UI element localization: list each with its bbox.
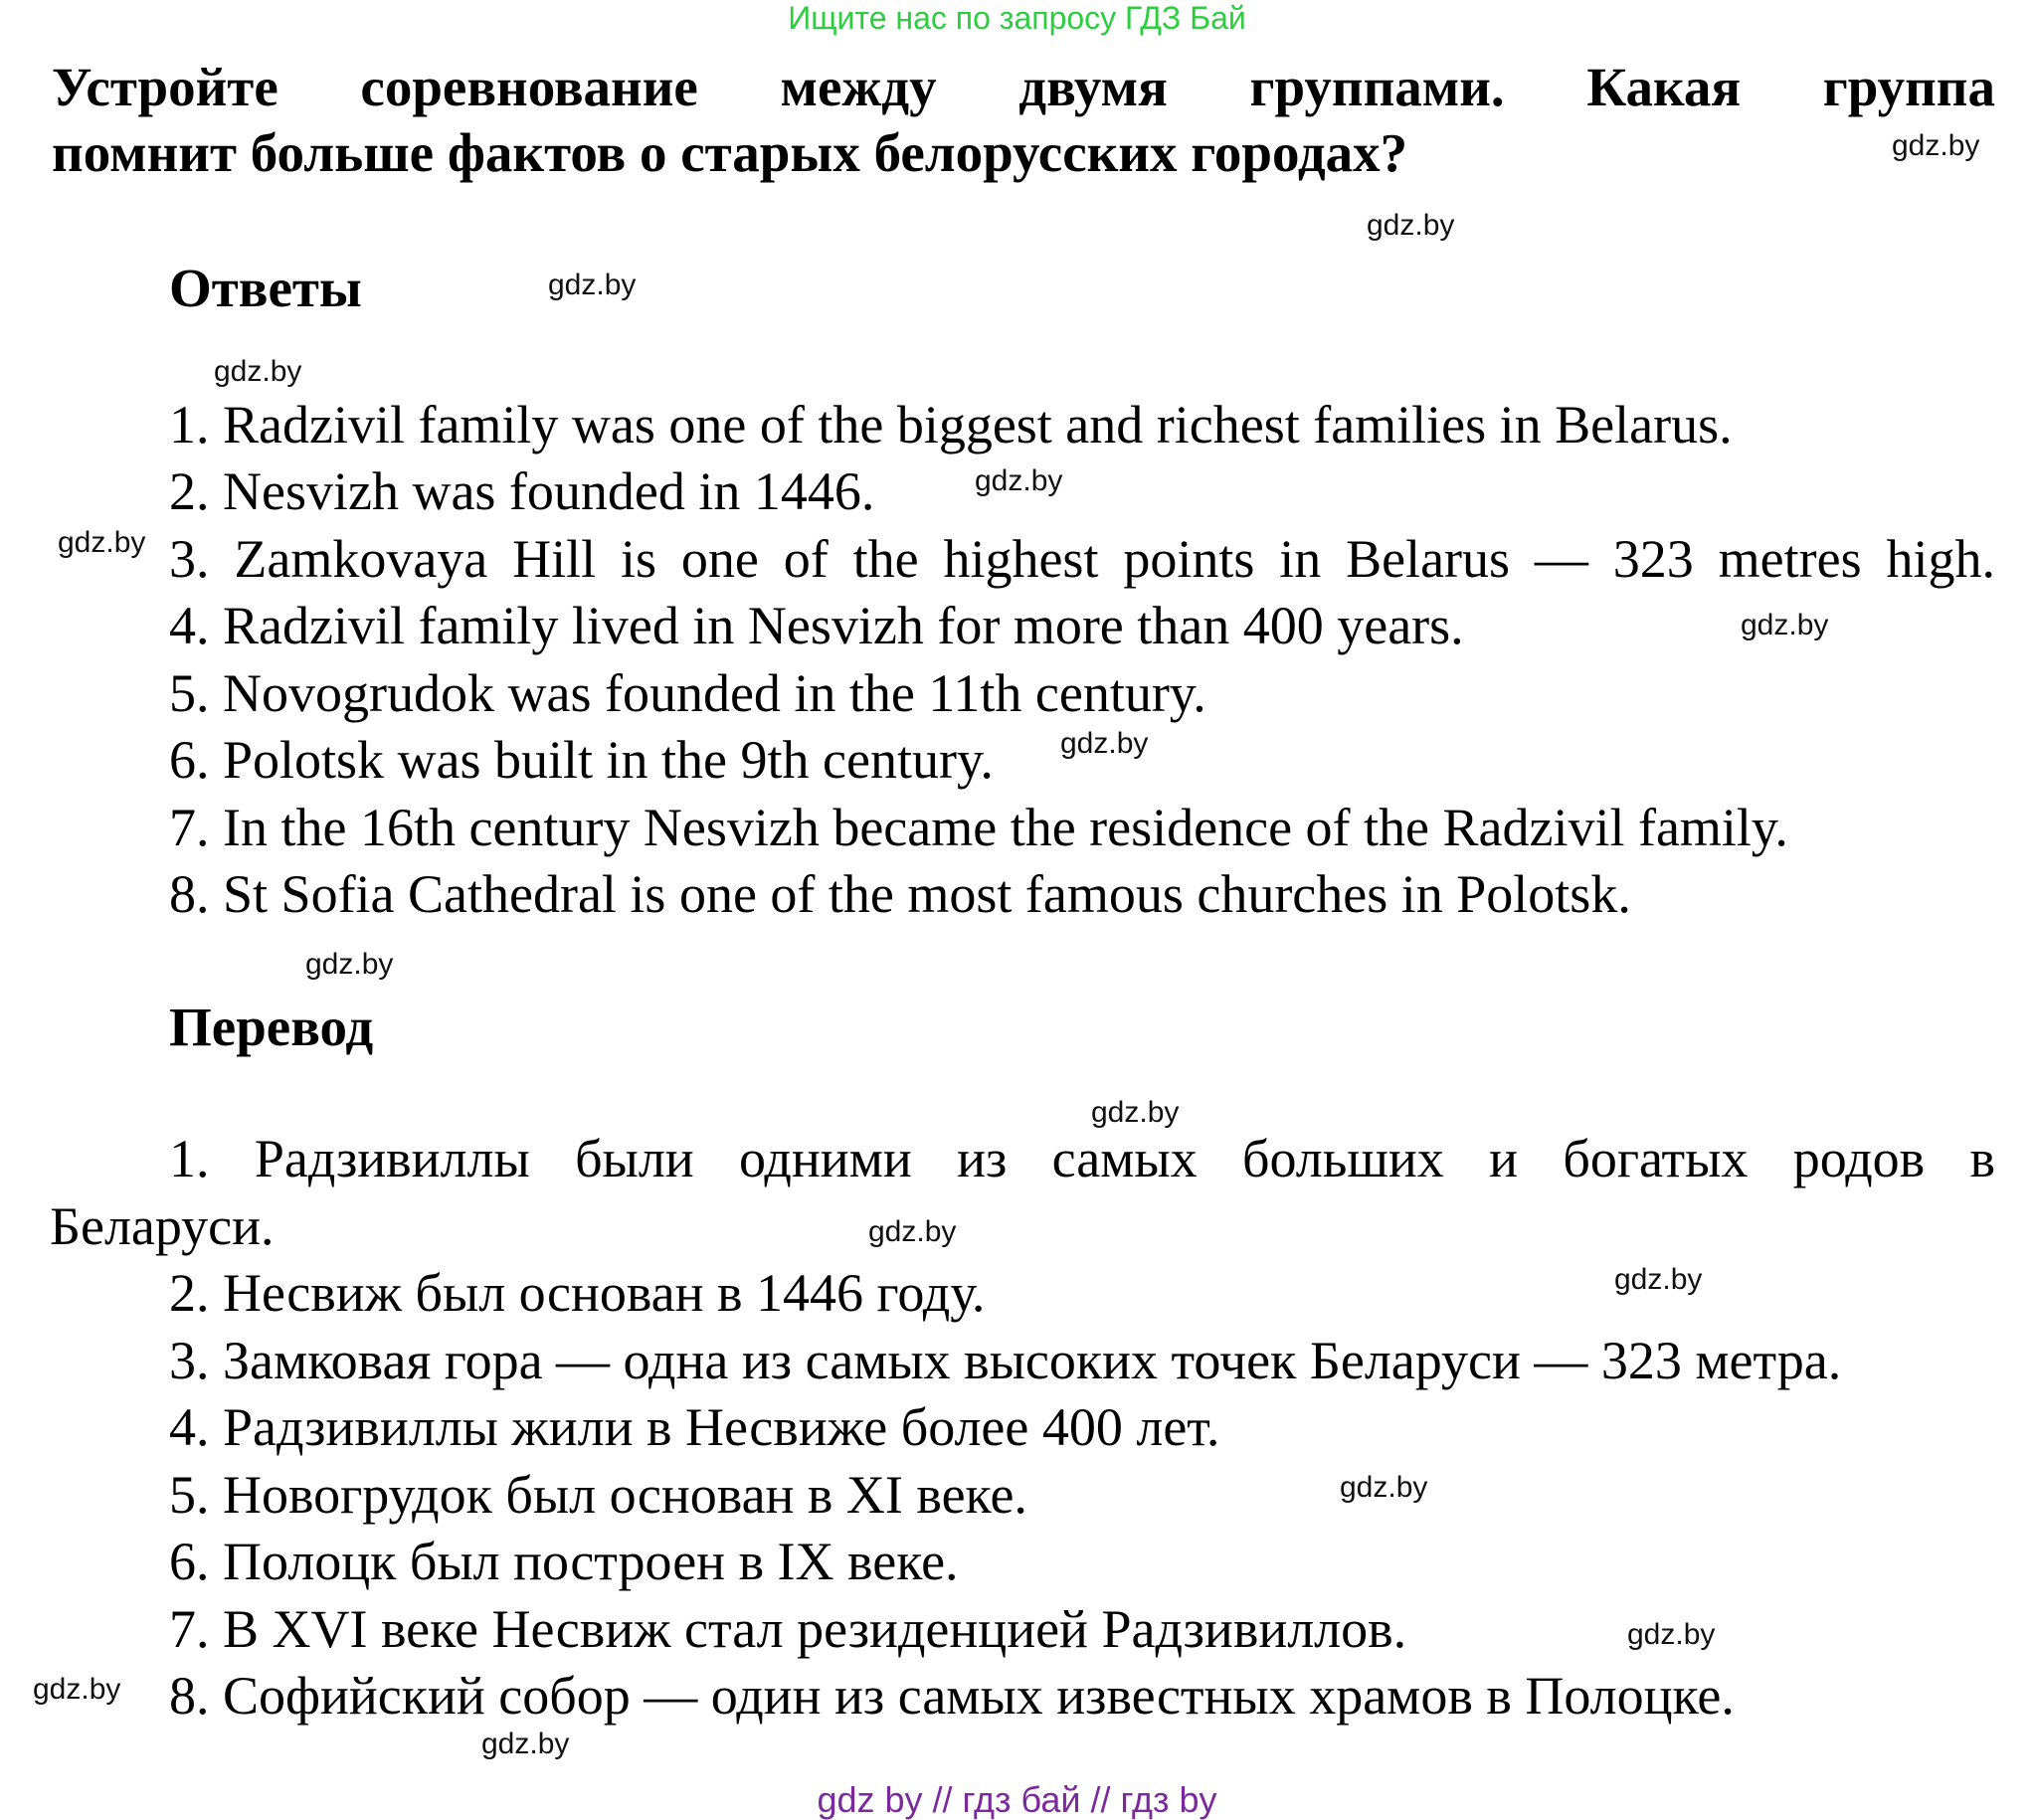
translation-item: 7. В XVI веке Несвиж стал резиденцией Радзивиллов.	[169, 1599, 1407, 1659]
watermark: gdz.by	[1627, 1618, 1716, 1651]
translation-heading: Перевод	[169, 997, 374, 1057]
translation-item: 6. Полоцк был построен в IX веке.	[169, 1532, 959, 1591]
watermark: gdz.by	[1367, 209, 1455, 242]
answer-item: 3. Zamkovaya Hill is one of the highest points in Belarus — 323 metres high.	[169, 529, 1995, 589]
watermark: gdz.by	[214, 355, 302, 388]
top-banner: Ищите нас по запросу ГДЗ Бай	[788, 0, 1246, 36]
answers-heading: Ответы	[169, 258, 362, 318]
watermark: gdz.by	[481, 1728, 570, 1760]
watermark: gdz.by	[1892, 129, 1980, 162]
translation-item: 2. Несвиж был основан в 1446 году.	[169, 1263, 986, 1323]
task-line-1: Устройте соревнование между двумя группами. Какая группа	[52, 57, 1995, 117]
answer-item: 8. St Sofia Cathedral is one of the most famous churches in Polotsk.	[169, 864, 1631, 924]
footer-watermark: gdz by // гдз бай // гдз by	[817, 1779, 1217, 1820]
watermark: gdz.by	[975, 464, 1063, 497]
task-line-2: помнит больше фактов о старых белорусских городах?	[52, 122, 1408, 183]
translation-item: 1. Радзивиллы были одними из самых больших и богатых родов в	[169, 1129, 1995, 1188]
translation-item-continued: Беларуси.	[50, 1196, 275, 1256]
watermark: gdz.by	[1614, 1263, 1703, 1296]
translation-item: 5. Новогрудок был основан в XI веке.	[169, 1465, 1027, 1525]
translation-item: 4. Радзивиллы жили в Несвиже более 400 лет.	[169, 1397, 1220, 1457]
answer-item: 5. Novogrudok was founded in the 11th century.	[169, 663, 1206, 723]
answer-item: 4. Radzivil family lived in Nesvizh for more than 400 years.	[169, 596, 1464, 655]
watermark: gdz.by	[58, 526, 146, 559]
watermark: gdz.by	[1091, 1096, 1180, 1129]
watermark: gdz.by	[548, 269, 637, 301]
answer-item: 7. In the 16th century Nesvizh became the residence of the Radzivil family.	[169, 798, 1788, 857]
answer-item: 6. Polotsk was built in the 9th century.	[169, 730, 994, 790]
answer-item: 2. Nesvizh was founded in 1446.	[169, 461, 875, 521]
watermark: gdz.by	[1060, 727, 1149, 760]
translation-item: 8. Софийский собор — один из самых известных храмов в Полоцке.	[169, 1666, 1735, 1726]
watermark: gdz.by	[868, 1215, 957, 1248]
watermark: gdz.by	[1340, 1471, 1428, 1504]
watermark: gdz.by	[1741, 609, 1829, 641]
translation-item: 3. Замковая гора — одна из самых высоких точек Беларуси — 323 метра.	[169, 1331, 1842, 1390]
answer-item: 1. Radzivil family was one of the biggest and richest families in Belarus.	[169, 395, 1733, 455]
watermark: gdz.by	[33, 1673, 121, 1706]
watermark: gdz.by	[305, 948, 394, 981]
